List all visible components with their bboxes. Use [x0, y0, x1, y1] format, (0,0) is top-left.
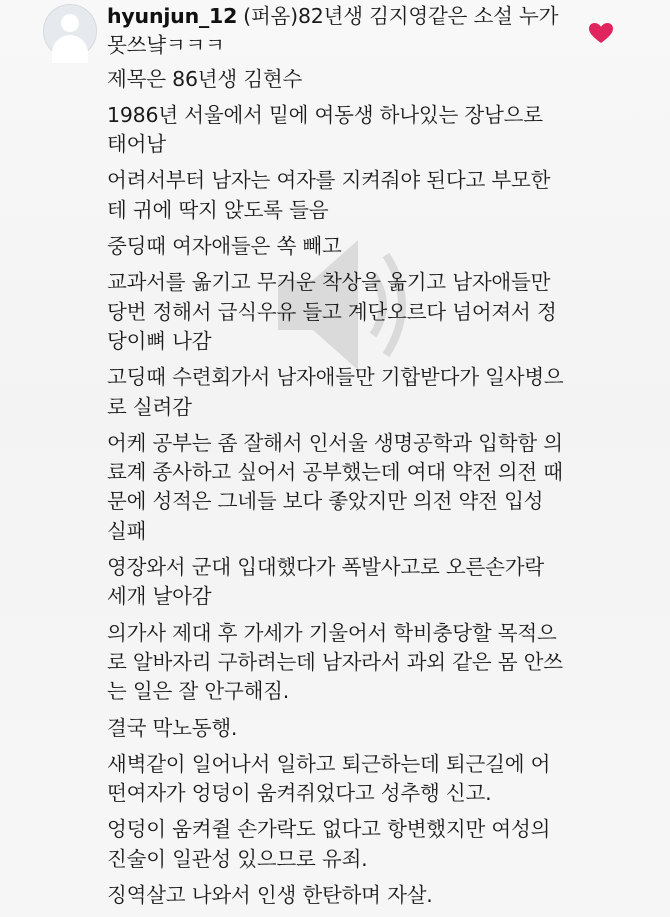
comment-line: 어케 공부는 좀 잘해서 인서울 생명공학과 입학함 의료계 종사하고 싶어서 공부했는데 여대 약전 의전 때문에 성적은 그네들 보다 좋았지만 의전 약전 입성 실패: [107, 430, 563, 543]
comment-line: 제목은 86년생 김현수: [107, 66, 303, 91]
comment-body: [107, 2, 567, 917]
comment-line: 징역살고 나와서 인생 한탄하며 자살.: [107, 883, 433, 908]
comment-line: 의가사 제대 후 가세가 기울어서 학비충당할 목적으로 알바자리 구하려는데 남자라서 과외 같은 몸 안쓰는 일은 잘 안구해짐.: [107, 620, 563, 704]
comment-line: 교과서를 옮기고 무거운 착상을 옮기고 남자애들만 당번 정해서 급식우유 들고 계단오르다 넘어져서 정당이뼈 나감: [107, 270, 557, 353]
heart-icon[interactable]: [588, 22, 614, 44]
comment-line: 중딩때 여자애들은 쏙 빼고: [107, 234, 342, 259]
comment-line: 엉덩이 움켜쥘 손가락도 없다고 항변했지만 여성의 진술이 일관성 있으므로 유죄.: [107, 817, 551, 871]
comment-title: (퍼옴)82년생 김지영같은 소설 누가 못쓰냨ㅋㅋㅋ: [107, 4, 559, 58]
avatar-head: [61, 14, 79, 32]
avatar-shoulders: [52, 35, 88, 63]
comment-line: 영장와서 군대 입대했다가 폭발사고로 오른손가락 세개 날아감: [107, 555, 544, 609]
comment-line: 결국 막노동행.: [107, 715, 238, 740]
comment-header: [107, 2, 567, 61]
comment-line: 고딩때 수련회가서 남자애들만 기합받다가 일사병으로 실려감: [107, 365, 564, 419]
comment-line: 어려서부터 남자는 여자를 지켜줘야 된다고 부모한테 귀에 딱지 앉도록 들음: [107, 168, 551, 222]
comment-line: 1986년 서울에서 밑에 여동생 하나있는 장남으로 태어남: [107, 102, 543, 157]
username-link[interactable]: hyunjun_12: [107, 4, 238, 28]
user-avatar[interactable]: [43, 4, 97, 58]
comment-line: 새벽같이 일어나서 일하고 퇴근하는데 퇴근길에 어떤여자가 엉덩이 움켜쥐었다고 성추행 신고.: [107, 751, 551, 806]
